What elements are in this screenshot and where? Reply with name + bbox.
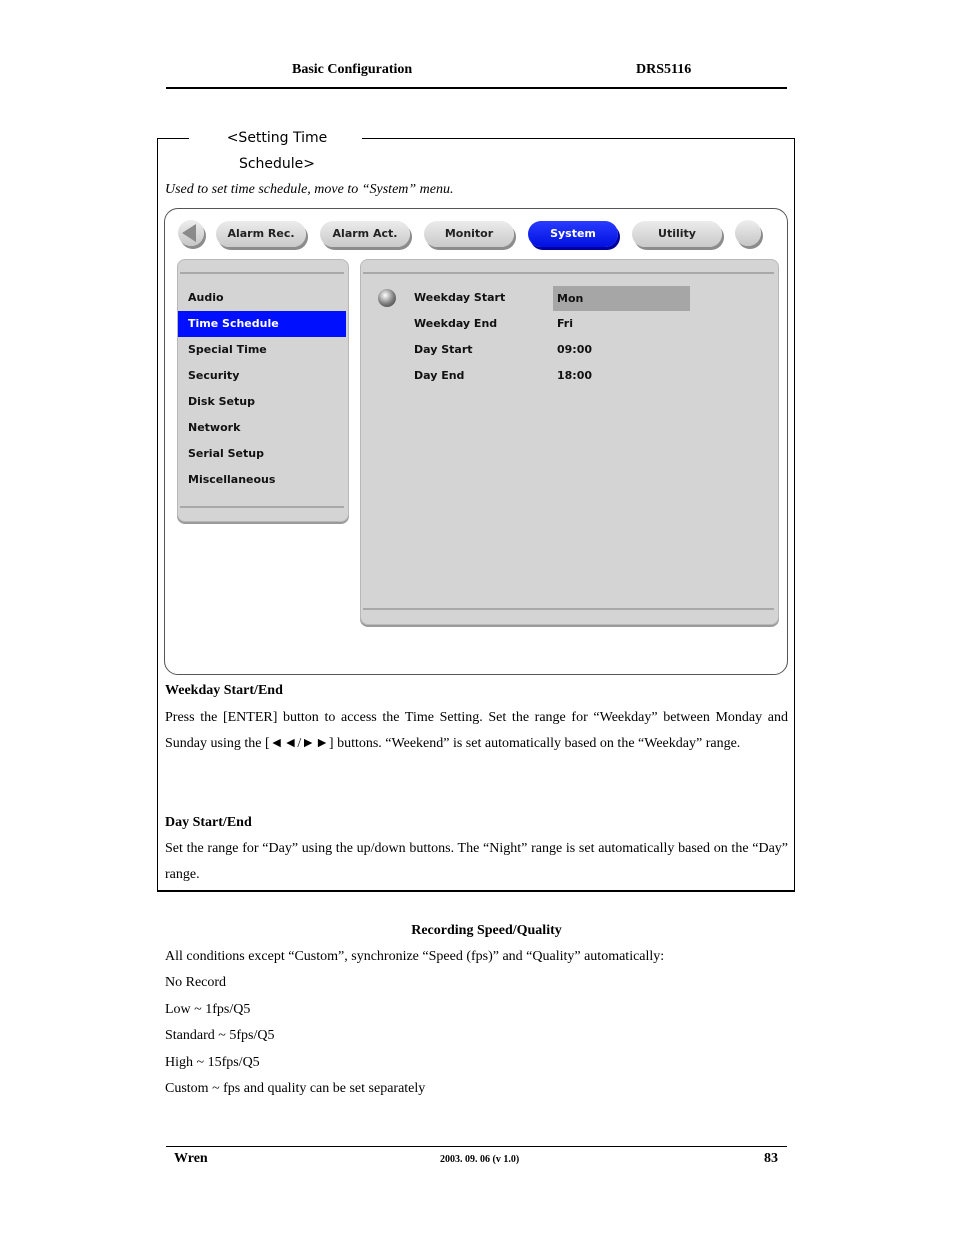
- tab-monitor[interactable]: Monitor: [424, 221, 514, 247]
- setting-label-day-end: Day End: [414, 369, 465, 382]
- setting-label-weekday-start: Weekday Start: [414, 291, 506, 304]
- recording-item: Standard ~ 5fps/Q5: [165, 1028, 275, 1043]
- day-heading: Day Start/End: [165, 815, 252, 830]
- menu-item-security[interactable]: Security: [188, 369, 240, 382]
- recording-item: High ~ 15fps/Q5: [165, 1055, 260, 1070]
- menu-top-divider: [180, 272, 344, 274]
- settings-top-divider: [363, 272, 774, 274]
- settings-bottom-divider: [363, 608, 774, 610]
- tab-utility[interactable]: Utility: [632, 221, 722, 247]
- menu-bottom-divider: [180, 506, 344, 508]
- menu-item-time-schedule[interactable]: Time Schedule: [178, 311, 346, 337]
- round-button-icon[interactable]: [735, 220, 761, 246]
- menu-item-audio[interactable]: Audio: [188, 291, 224, 304]
- tab-system[interactable]: System: [528, 221, 618, 247]
- setting-value-day-start[interactable]: 09:00: [557, 343, 593, 356]
- tab-alarm-rec[interactable]: Alarm Rec.: [216, 221, 306, 247]
- recording-item: Custom ~ fps and quality can be set separately: [165, 1081, 426, 1096]
- menu-item-serial-setup[interactable]: Serial Setup: [188, 447, 264, 460]
- recording-item: No Record: [165, 975, 227, 990]
- footer-rule: [166, 1146, 787, 1147]
- menu-item-disk-setup[interactable]: Disk Setup: [188, 395, 255, 408]
- footer-brand: Wren: [174, 1151, 208, 1166]
- cursor-bullet-icon: [378, 289, 396, 307]
- setting-value-day-end[interactable]: 18:00: [557, 369, 593, 382]
- day-description: Set the range for “Day” using the up/down buttons. The “Night” range is set automatically based on the “Day” range.: [165, 841, 788, 882]
- footer-page-number: 83: [764, 1151, 778, 1166]
- header-rule: [166, 87, 787, 89]
- setting-label-day-start: Day Start: [414, 343, 473, 356]
- section-title-line2: Schedule>: [238, 156, 316, 172]
- setting-label-weekday-end: Weekday End: [414, 317, 498, 330]
- header-section-title: Basic Configuration: [292, 62, 413, 77]
- menu-item-miscellaneous[interactable]: Miscellaneous: [188, 473, 276, 486]
- setting-value-weekday-end[interactable]: Fri: [557, 317, 574, 330]
- weekday-heading: Weekday Start/End: [165, 683, 283, 698]
- weekday-description: Press the [ENTER] button to access the Time Setting. Set the range for “Weekday” between Monday and Sunday using the [◄◄/►►] buttons. “Weekend” is set automatically based on the “Weekday” range.: [165, 710, 788, 751]
- setting-value-weekday-start[interactable]: Mon: [553, 286, 690, 311]
- back-arrow-icon[interactable]: [178, 220, 204, 246]
- recording-intro: All conditions except “Custom”, synchronize “Speed (fps)” and “Quality” automatically:: [165, 949, 665, 964]
- recording-item: Low ~ 1fps/Q5: [165, 1002, 251, 1017]
- menu-item-network[interactable]: Network: [188, 421, 241, 434]
- recording-heading: Recording Speed/Quality: [411, 923, 562, 938]
- tab-alarm-act[interactable]: Alarm Act.: [320, 221, 410, 247]
- section-title-line1: <Setting Time: [226, 130, 328, 146]
- header-model: DRS5116: [636, 62, 692, 77]
- section-caption: Used to set time schedule, move to “System” menu.: [165, 182, 454, 197]
- menu-item-special-time[interactable]: Special Time: [188, 343, 267, 356]
- footer-date: 2003. 09. 06 (v 1.0): [440, 1154, 520, 1165]
